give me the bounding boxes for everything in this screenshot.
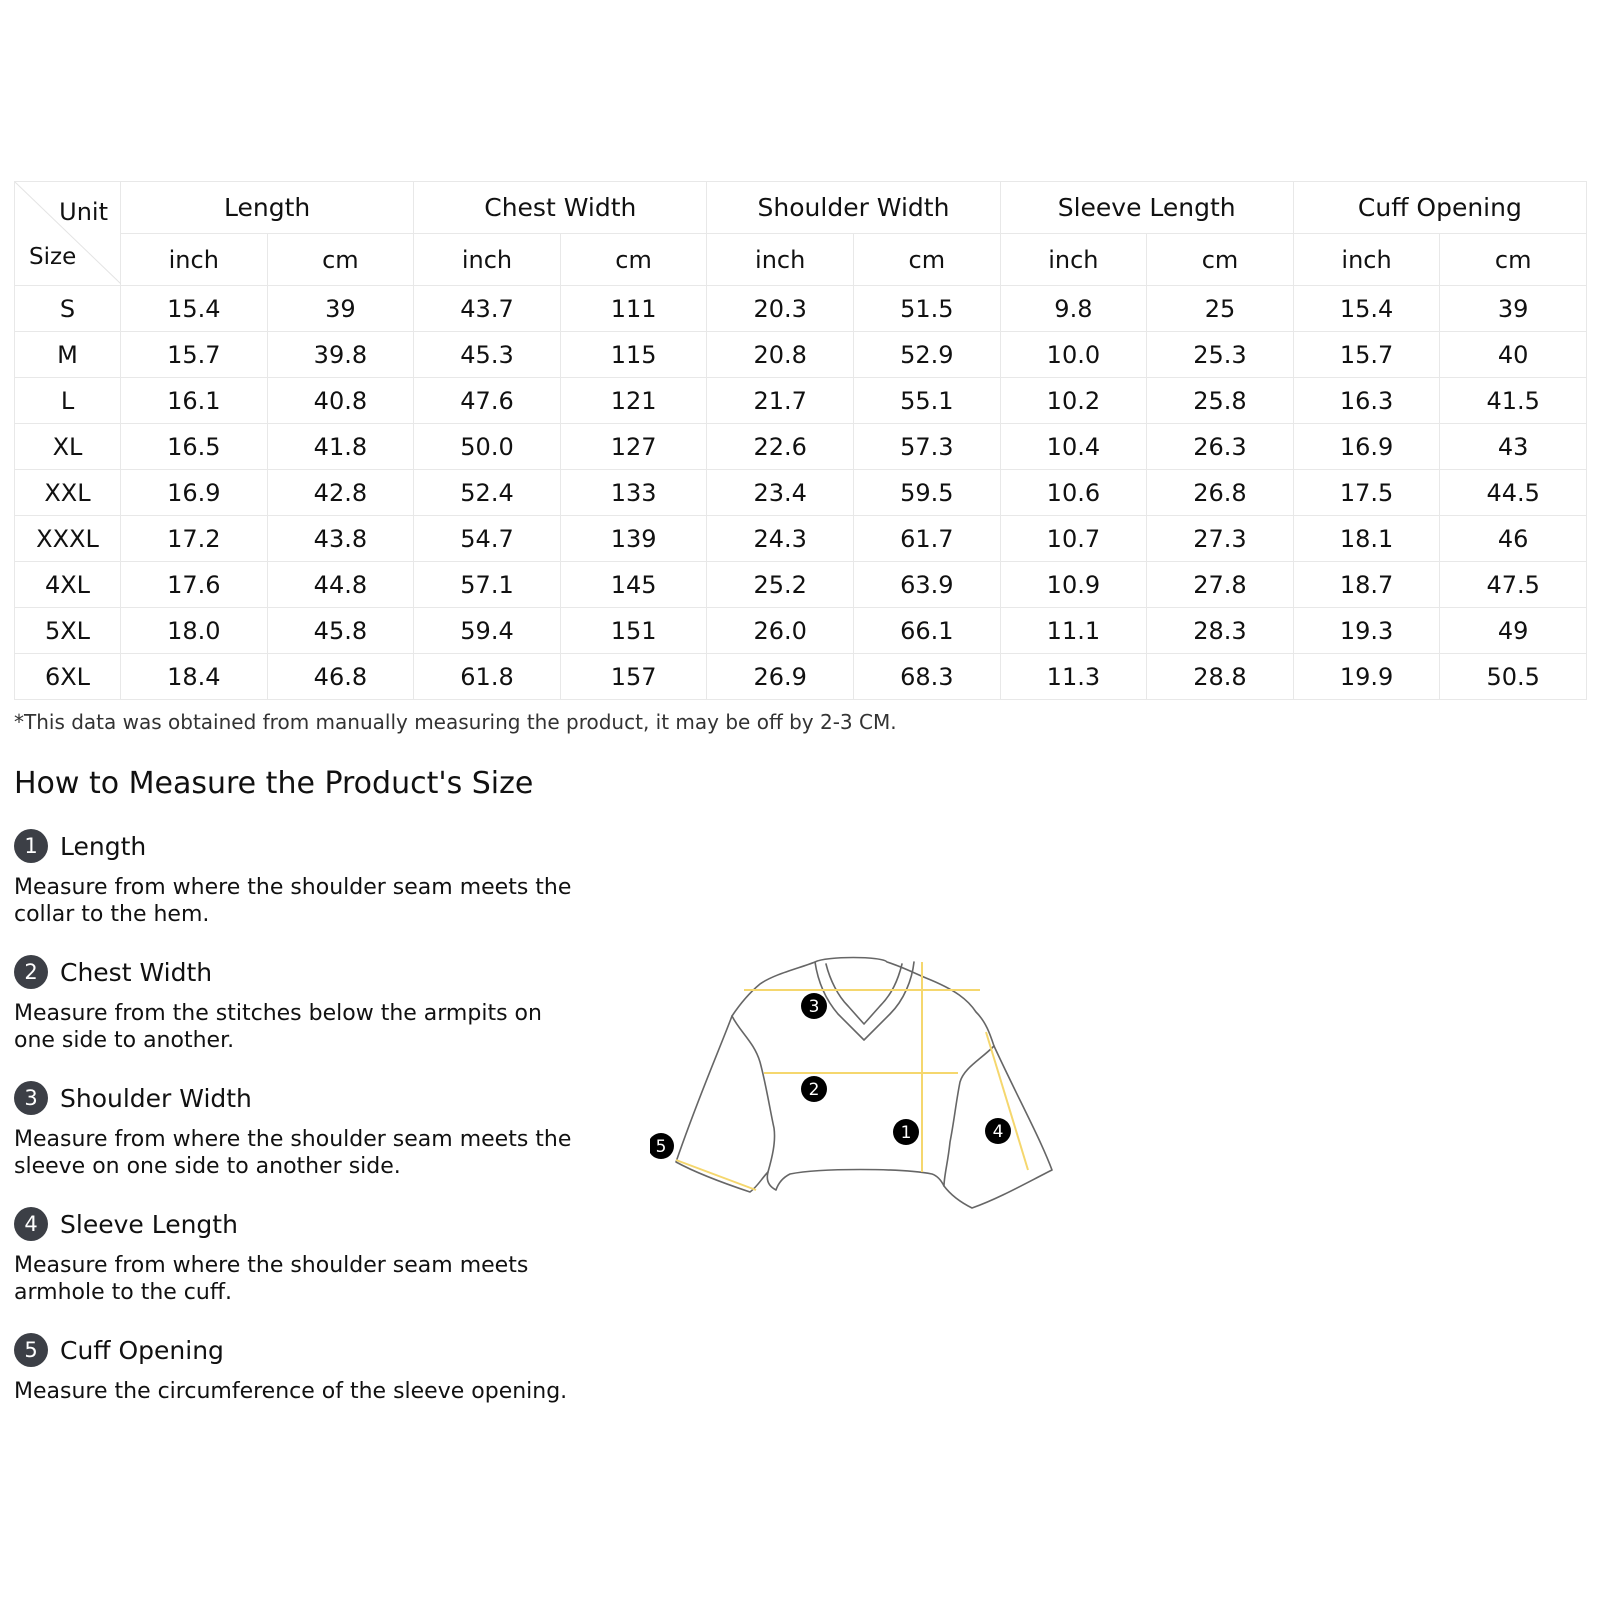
- unit-cm: cm: [267, 234, 414, 286]
- table-cell: 10.9: [1000, 562, 1147, 608]
- table-cell: 46.8: [267, 654, 414, 700]
- table-cell: 15.4: [1293, 286, 1440, 332]
- table-cell: 52.4: [414, 470, 561, 516]
- table-cell: 50.5: [1440, 654, 1587, 700]
- table-cell: 139: [560, 516, 707, 562]
- table-cell: 157: [560, 654, 707, 700]
- table-cell: 46: [1440, 516, 1587, 562]
- table-cell: 61.7: [853, 516, 1000, 562]
- table-cell: 145: [560, 562, 707, 608]
- table-cell: 18.7: [1293, 562, 1440, 608]
- table-cell: 59.5: [853, 470, 1000, 516]
- table-cell: 45.3: [414, 332, 561, 378]
- table-cell: 54.7: [414, 516, 561, 562]
- step-sleeve-length: [14, 1206, 574, 1306]
- size-chart-table: [14, 181, 1587, 700]
- table-cell: 18.4: [121, 654, 268, 700]
- table-cell: 66.1: [853, 608, 1000, 654]
- table-cell: 63.9: [853, 562, 1000, 608]
- table-cell: 43: [1440, 424, 1587, 470]
- size-label: XXL: [15, 470, 121, 516]
- table-cell: 16.3: [1293, 378, 1440, 424]
- step-title: Chest Width: [60, 957, 213, 987]
- table-cell: 11.3: [1000, 654, 1147, 700]
- header-row-units: [15, 234, 1587, 286]
- table-cell: 15.4: [121, 286, 268, 332]
- marker-4-label: 4: [992, 1122, 1004, 1142]
- size-label: XXXL: [15, 516, 121, 562]
- step-description: Measure from where the shoulder seam meets the collar to the hem.: [14, 875, 572, 927]
- table-cell: 27.8: [1147, 562, 1294, 608]
- table-cell: 47.6: [414, 378, 561, 424]
- table-cell: 21.7: [707, 378, 854, 424]
- table-cell: 16.9: [121, 470, 268, 516]
- marker-3: [801, 993, 827, 1019]
- table-row: [15, 470, 1587, 516]
- unit-inch: inch: [1000, 234, 1147, 286]
- measurement-disclaimer: *This data was obtained from manually measuring the product, it may be off by 2-3 CM.: [14, 710, 897, 734]
- table-cell: 19.9: [1293, 654, 1440, 700]
- table-cell: 57.3: [853, 424, 1000, 470]
- table-cell: 41.5: [1440, 378, 1587, 424]
- unit-inch: inch: [121, 234, 268, 286]
- size-label: L: [15, 378, 121, 424]
- table-cell: 28.8: [1147, 654, 1294, 700]
- table-cell: 17.6: [121, 562, 268, 608]
- table-cell: 43.8: [267, 516, 414, 562]
- table-cell: 17.5: [1293, 470, 1440, 516]
- header-row-measurements: [15, 182, 1587, 234]
- diagram-markers: [650, 993, 1011, 1159]
- table-row: [15, 654, 1587, 700]
- table-row: [15, 562, 1587, 608]
- unit-cm: cm: [560, 234, 707, 286]
- table-cell: 10.0: [1000, 332, 1147, 378]
- step-description: Measure from where the shoulder seam meets the sleeve on one side to another side.: [14, 1127, 572, 1179]
- table-cell: 20.8: [707, 332, 854, 378]
- table-cell: 25.2: [707, 562, 854, 608]
- table-cell: 68.3: [853, 654, 1000, 700]
- step-number-badge: 3: [14, 1081, 48, 1115]
- step-number-badge: 4: [14, 1207, 48, 1241]
- left-sleeve-seam: [732, 1016, 775, 1172]
- step-number-badge: 1: [14, 829, 48, 863]
- table-cell: 121: [560, 378, 707, 424]
- table-cell: 41.8: [267, 424, 414, 470]
- table-cell: 25.8: [1147, 378, 1294, 424]
- table-cell: 18.1: [1293, 516, 1440, 562]
- table-cell: 20.3: [707, 286, 854, 332]
- sleeve-length-line: [986, 1032, 1028, 1170]
- marker-3-label: 3: [808, 997, 820, 1017]
- table-cell: 11.1: [1000, 608, 1147, 654]
- step-description: Measure from the stitches below the armpits on one side to another.: [14, 1001, 542, 1053]
- corner-cell: [15, 182, 121, 286]
- table-cell: 59.4: [414, 608, 561, 654]
- header-cuff-opening: Cuff Opening: [1293, 182, 1586, 234]
- step-title: Shoulder Width: [60, 1083, 252, 1113]
- table-cell: 10.6: [1000, 470, 1147, 516]
- tshirt-outline: [676, 958, 1052, 1209]
- table-cell: 40.8: [267, 378, 414, 424]
- table-cell: 16.1: [121, 378, 268, 424]
- table-cell: 133: [560, 470, 707, 516]
- table-cell: 42.8: [267, 470, 414, 516]
- table-cell: 25: [1147, 286, 1294, 332]
- table-cell: 47.5: [1440, 562, 1587, 608]
- table-cell: 115: [560, 332, 707, 378]
- table-cell: 10.2: [1000, 378, 1147, 424]
- step-shoulder-width: [14, 1080, 574, 1180]
- step-title: Cuff Opening: [60, 1335, 224, 1365]
- table-cell: 10.7: [1000, 516, 1147, 562]
- table-cell: 15.7: [121, 332, 268, 378]
- table-cell: 28.3: [1147, 608, 1294, 654]
- table-row: [15, 608, 1587, 654]
- table-row: [15, 378, 1587, 424]
- header-length: Length: [121, 182, 414, 234]
- step-number-badge: 5: [14, 1333, 48, 1367]
- table-cell: 25.3: [1147, 332, 1294, 378]
- table-cell: 55.1: [853, 378, 1000, 424]
- table-cell: 39: [267, 286, 414, 332]
- table-cell: 39: [1440, 286, 1587, 332]
- table-cell: 26.8: [1147, 470, 1294, 516]
- corner-size-label: Size: [29, 244, 77, 270]
- table-cell: 16.9: [1293, 424, 1440, 470]
- header-shoulder-width: Shoulder Width: [707, 182, 1000, 234]
- measurement-lines: [676, 962, 1028, 1190]
- collar-inner-outline: [826, 964, 902, 1024]
- header-sleeve-length: Sleeve Length: [1000, 182, 1293, 234]
- corner-unit-label: Unit: [59, 198, 108, 226]
- table-cell: 19.3: [1293, 608, 1440, 654]
- size-label: S: [15, 286, 121, 332]
- table-cell: 49: [1440, 608, 1587, 654]
- table-cell: 26.0: [707, 608, 854, 654]
- table-cell: 52.9: [853, 332, 1000, 378]
- unit-inch: inch: [707, 234, 854, 286]
- step-chest-width: [14, 954, 574, 1054]
- table-cell: 61.8: [414, 654, 561, 700]
- size-label: 4XL: [15, 562, 121, 608]
- table-cell: 50.0: [414, 424, 561, 470]
- table-row: [15, 286, 1587, 332]
- marker-4: [985, 1118, 1011, 1144]
- table-cell: 127: [560, 424, 707, 470]
- tshirt-body-outline: [676, 958, 1052, 1209]
- marker-5-label: 5: [655, 1137, 667, 1157]
- how-to-measure-title: How to Measure the Product's Size: [14, 766, 534, 801]
- table-cell: 16.5: [121, 424, 268, 470]
- table-cell: 43.7: [414, 286, 561, 332]
- right-sleeve-seam: [944, 1046, 994, 1186]
- table-row: [15, 516, 1587, 562]
- table-row: [15, 332, 1587, 378]
- size-label: 5XL: [15, 608, 121, 654]
- table-cell: 39.8: [267, 332, 414, 378]
- table-cell: 111: [560, 286, 707, 332]
- table-cell: 26.9: [707, 654, 854, 700]
- table-cell: 44.5: [1440, 470, 1587, 516]
- table-cell: 24.3: [707, 516, 854, 562]
- table-cell: 45.8: [267, 608, 414, 654]
- table-cell: 40: [1440, 332, 1587, 378]
- size-label: 6XL: [15, 654, 121, 700]
- step-title: Length: [60, 831, 147, 861]
- table-cell: 15.7: [1293, 332, 1440, 378]
- table-cell: 26.3: [1147, 424, 1294, 470]
- marker-1-label: 1: [900, 1123, 912, 1143]
- table-cell: 151: [560, 608, 707, 654]
- header-chest-width: Chest Width: [414, 182, 707, 234]
- table-cell: 44.8: [267, 562, 414, 608]
- size-label: M: [15, 332, 121, 378]
- table-cell: 10.4: [1000, 424, 1147, 470]
- table-cell: 9.8: [1000, 286, 1147, 332]
- marker-2: [801, 1076, 827, 1102]
- table-cell: 23.4: [707, 470, 854, 516]
- step-description: Measure from where the shoulder seam meets armhole to the cuff.: [14, 1253, 529, 1305]
- unit-cm: cm: [1440, 234, 1587, 286]
- table-cell: 27.3: [1147, 516, 1294, 562]
- step-title: Sleeve Length: [60, 1209, 238, 1239]
- table-cell: 17.2: [121, 516, 268, 562]
- marker-1: [893, 1119, 919, 1145]
- unit-cm: cm: [853, 234, 1000, 286]
- table-cell: 51.5: [853, 286, 1000, 332]
- unit-inch: inch: [1293, 234, 1440, 286]
- marker-2-label: 2: [808, 1080, 820, 1100]
- table-cell: 18.0: [121, 608, 268, 654]
- table-cell: 22.6: [707, 424, 854, 470]
- step-description: Measure the circumference of the sleeve opening.: [14, 1379, 568, 1404]
- step-number-badge: 2: [14, 955, 48, 989]
- tshirt-measurement-diagram: [650, 950, 1080, 1230]
- marker-5: [650, 1133, 674, 1159]
- step-cuff-opening: [14, 1332, 574, 1405]
- size-label: XL: [15, 424, 121, 470]
- step-length: [14, 828, 574, 928]
- cuff-opening-line: [676, 1160, 756, 1190]
- table-row: [15, 424, 1587, 470]
- unit-inch: inch: [414, 234, 561, 286]
- table-cell: 57.1: [414, 562, 561, 608]
- unit-cm: cm: [1147, 234, 1294, 286]
